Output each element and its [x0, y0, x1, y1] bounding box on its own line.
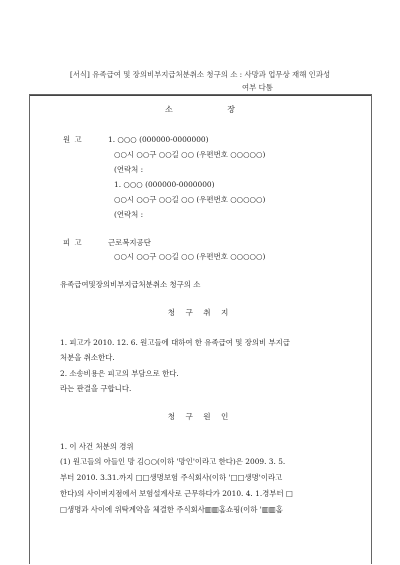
defendant-label: 피 고: [63, 238, 83, 247]
claim-line-3: 2. 소송비용은 피고의 부담으로 한다.: [60, 369, 179, 378]
document-header: [30, 68, 370, 94]
cause-line-4: 한다)의 사이버지점에서 보험설계사로 근무하다가 2010. 4. 1.경부터 □: [60, 489, 293, 498]
document-title: 소 장: [165, 105, 261, 114]
cause-section-title: 청 구 원 인: [167, 412, 233, 421]
cause-line-1: 1. 이 사건 처분의 경위: [60, 442, 134, 451]
plaintiff-2-name: 1. ○○○ (000000-0000000): [114, 180, 215, 189]
cause-line-5: □생명과 사이에 위탁계약을 체결한 주식회사▥▥홈쇼핑(이하 '▥▥홈: [60, 505, 283, 514]
claim-section-title: 청 구 취 지: [167, 308, 233, 317]
claim-line-1: 1. 피고가 2010. 12. 6. 원고들에 대하여 한 유족급여 및 장의비 부지급: [60, 338, 290, 347]
claim-line-4: 라는 판결을 구합니다.: [60, 384, 132, 393]
header-line-2: 여부 다툼: [242, 83, 273, 92]
plaintiff-label: 원 고: [63, 135, 83, 144]
plaintiff-1-contact: (연락처 :: [114, 165, 144, 174]
plaintiff-2-contact: (연락처 :: [114, 210, 144, 219]
cause-line-3: 부터 2010. 3.31.까지 □□생명보험 주식회사(이하 '□□생명'이라고: [60, 473, 283, 482]
defendant-address: ○○시 ○○구 ○○길 ○○ (우편번호 ○○○○○): [114, 252, 266, 261]
defendant-name: 근로복지공단: [108, 238, 151, 247]
cause-line-2: (1) 원고들의 아들인 망 김○○(이하 '망인'이라고 한다)은 2009. 3. 5.: [60, 457, 286, 466]
claim-line-2: 처분을 취소한다.: [60, 353, 115, 362]
header-line-1: [서식] 유족급여 및 장의비부지급처분취소 청구의 소 : 사망과 업무상 재해 인과성: [69, 70, 331, 79]
plaintiff-2-address: ○○시 ○○구 ○○길 ○○ (우편번호 ○○○○○): [114, 195, 266, 204]
plaintiff-1-name: 1. ○○○ (000000-0000000): [108, 135, 209, 144]
plaintiff-1-address: ○○시 ○○구 ○○길 ○○ (우편번호 ○○○○○): [114, 150, 266, 159]
case-name: 유족급여및장의비부지급처분취소 청구의 소: [60, 280, 201, 289]
